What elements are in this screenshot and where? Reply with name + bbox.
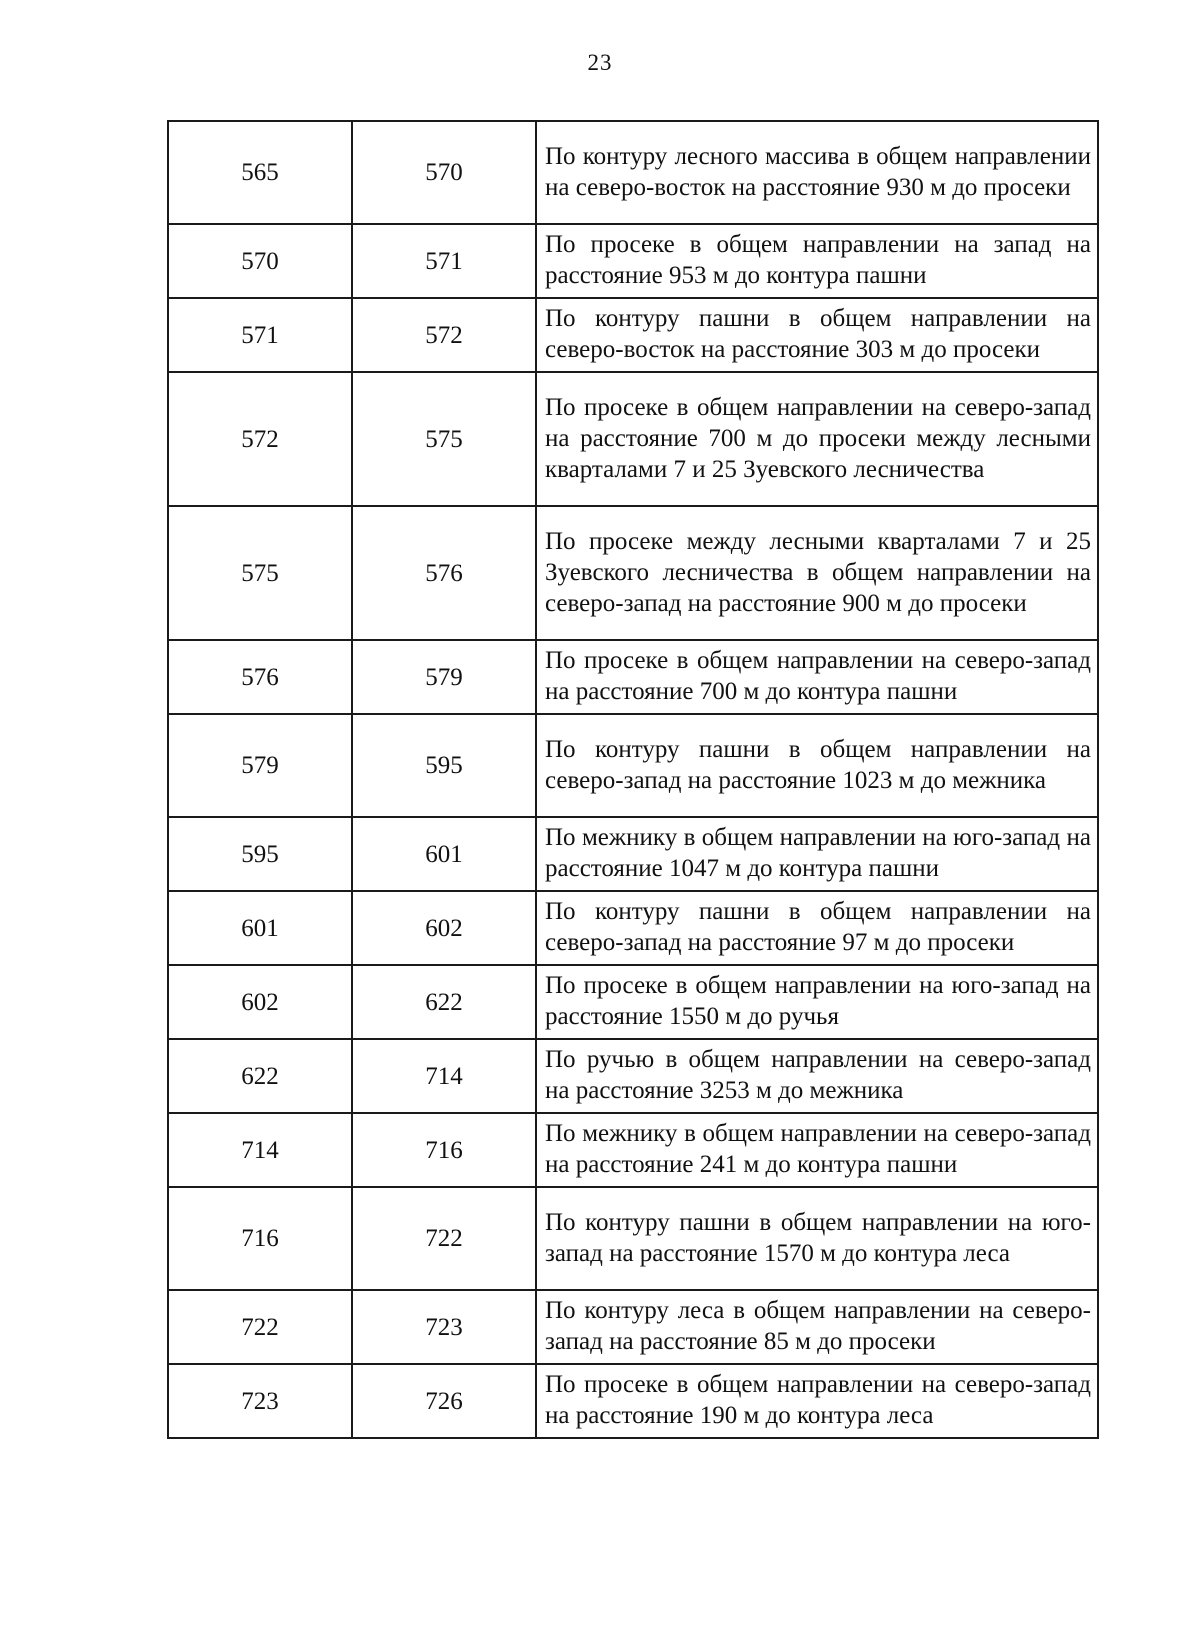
table-row [168, 1290, 1098, 1364]
description-cell: По просеке в общем направлении на северо-запад на расстояние 700 м до контура пашни [536, 640, 1098, 714]
description-cell: По контуру пашни в общем направлении на северо-запад на расстояние 97 м до просеки [536, 891, 1098, 965]
from-point-cell: 570 [168, 224, 352, 298]
table-row [168, 506, 1098, 640]
to-point-cell: 579 [352, 640, 536, 714]
from-point-cell: 716 [168, 1187, 352, 1290]
to-point-cell: 723 [352, 1290, 536, 1364]
from-point-cell: 579 [168, 714, 352, 817]
from-point-cell: 602 [168, 965, 352, 1039]
from-point-cell: 722 [168, 1290, 352, 1364]
table-row [168, 1113, 1098, 1187]
description-cell: По межнику в общем направлении на юго-запад на расстояние 1047 м до контура пашни [536, 817, 1098, 891]
from-point-cell: 723 [168, 1364, 352, 1438]
to-point-cell: 575 [352, 372, 536, 506]
to-point-cell: 726 [352, 1364, 536, 1438]
to-point-cell: 576 [352, 506, 536, 640]
table-row [168, 1187, 1098, 1290]
to-point-cell: 601 [352, 817, 536, 891]
table-row [168, 640, 1098, 714]
description-cell: По просеке в общем направлении на северо-запад на расстояние 190 м до контура леса [536, 1364, 1098, 1438]
from-point-cell: 595 [168, 817, 352, 891]
table-row [168, 817, 1098, 891]
to-point-cell: 714 [352, 1039, 536, 1113]
description-cell: По контуру пашни в общем направлении на северо-восток на расстояние 303 м до просеки [536, 298, 1098, 372]
to-point-cell: 602 [352, 891, 536, 965]
table-row [168, 714, 1098, 817]
description-cell: По контуру пашни в общем направлении на юго-запад на расстояние 1570 м до контура леса [536, 1187, 1098, 1290]
to-point-cell: 595 [352, 714, 536, 817]
table-row [168, 224, 1098, 298]
boundary-table [167, 120, 1099, 1439]
to-point-cell: 716 [352, 1113, 536, 1187]
from-point-cell: 575 [168, 506, 352, 640]
table-row [168, 1039, 1098, 1113]
description-cell: По просеке между лесными кварталами 7 и 25 Зуевского лесничества в общем направлении на северо-запад на расстояние 900 м до просеки [536, 506, 1098, 640]
table-row [168, 121, 1098, 224]
table-row [168, 1364, 1098, 1438]
to-point-cell: 570 [352, 121, 536, 224]
from-point-cell: 714 [168, 1113, 352, 1187]
to-point-cell: 571 [352, 224, 536, 298]
from-point-cell: 571 [168, 298, 352, 372]
to-point-cell: 572 [352, 298, 536, 372]
from-point-cell: 572 [168, 372, 352, 506]
table-row [168, 965, 1098, 1039]
description-cell: По контуру лесного массива в общем направлении на северо-восток на расстояние 930 м до просеки [536, 121, 1098, 224]
to-point-cell: 622 [352, 965, 536, 1039]
table-body [168, 121, 1098, 1438]
description-cell: По просеке в общем направлении на запад на расстояние 953 м до контура пашни [536, 224, 1098, 298]
from-point-cell: 576 [168, 640, 352, 714]
page-number: 23 [587, 50, 613, 75]
from-point-cell: 601 [168, 891, 352, 965]
description-cell: По ручью в общем направлении на северо-запад на расстояние 3253 м до межника [536, 1039, 1098, 1113]
description-cell: По контуру леса в общем направлении на северо-запад на расстояние 85 м до просеки [536, 1290, 1098, 1364]
to-point-cell: 722 [352, 1187, 536, 1290]
description-cell: По просеке в общем направлении на юго-запад на расстояние 1550 м до ручья [536, 965, 1098, 1039]
table-row [168, 298, 1098, 372]
table-row [168, 891, 1098, 965]
description-cell: По просеке в общем направлении на северо-запад на расстояние 700 м до просеки между лесными кварталами 7 и 25 Зуевского лесничества [536, 372, 1098, 506]
from-point-cell: 565 [168, 121, 352, 224]
from-point-cell: 622 [168, 1039, 352, 1113]
description-cell: По межнику в общем направлении на северо-запад на расстояние 241 м до контура пашни [536, 1113, 1098, 1187]
description-cell: По контуру пашни в общем направлении на северо-запад на расстояние 1023 м до межника [536, 714, 1098, 817]
table-row [168, 372, 1098, 506]
